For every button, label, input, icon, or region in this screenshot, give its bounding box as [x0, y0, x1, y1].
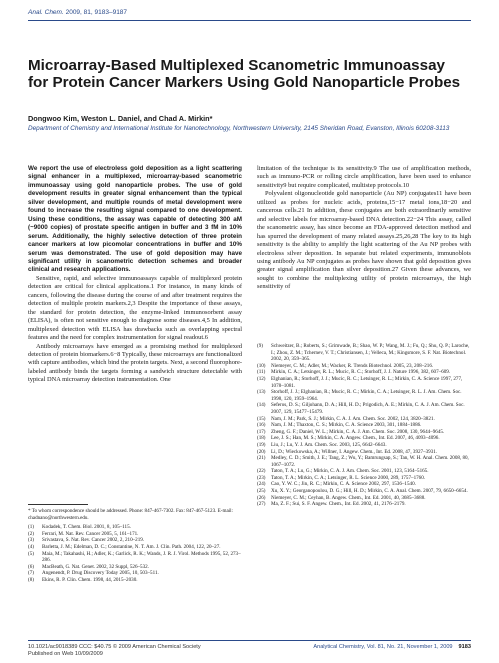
reference-number: (14)	[257, 402, 266, 409]
reference-text: Schweitzer, B.; Roberts, S.; Grimwade, B.; Shao, W. P.; Wang, M. J.; Fu, Q.; Shu, Q. P.; Laroche, I.; Zhou, Z. M.; Tchernev, V. T.; Christiansen, J.; Velleca, M.; Kingsmore, S. F. Nat. Biotechnol. 2002, 20, 359–365.	[271, 343, 470, 363]
author-list: Dongwoo Kim, Weston L. Daniel, and Chad A. Mirkin*	[28, 114, 213, 123]
reference-text: Kodadek, T. Chem. Biol. 2001, 8, 105–115.	[42, 524, 131, 531]
reference-text: Nam, J. M.; Thaxton, C. S.; Mirkin, C. A. Science 2003, 301, 1884–1886.	[271, 422, 422, 429]
body-paragraph: Sensitive, rapid, and selective immunoassays capable of multiplexed protein detection are critical for clinical applications.1 For instance, in many kinds of cancers, following the disease during the course of and after treatment requires the detection of multiple protein markers.2,3 Despite the importance of these assays, the standard for protein detection, the enzyme-linked immunosorbent assay (ELISA), is often not sensitive enough to diagnose some diseases.4,5 In addition, multiplexed detection with ELISA has drawbacks such as overlapping spectral features and the need for complex instrumentation for signal readout.6	[28, 274, 242, 342]
reference-item	[28, 531, 242, 538]
reference-number: (23)	[257, 474, 266, 481]
reference-text: Lee, J. S.; Han, M. S.; Mirkin, C. A. Angew. Chem., Int. Ed. 2007, 46, 4093–4096.	[271, 435, 440, 442]
reference-item	[28, 537, 242, 544]
reference-number: (8)	[28, 576, 34, 583]
reference-text: Niemeyer, C. M.; Adler, M.; Wacker, R. Trends Biotechnol. 2005, 23, 208–216.	[271, 362, 434, 369]
reference-number: (25)	[257, 488, 266, 495]
body-paragraph: Polyvalent oligonucleotide gold nanoparticle (Au NP) conjugates11 have been utilized as probes for nucleic acids, proteins,15−17 metal ions,18−20 and cancerous cells.21 In addition, these conjugates are both extraordinarily sensitive and selective labels for microarray-based DNA detection.22−24 This assay, called the scanometric assay, has since become an FDA-approved detection method and has spurred the development of many related assays.25,26,28 The key to its high sensitivity is the ability to amplify the light scattering of the Au NP probes with electroless silver deposition. In separate but related experiments, immunoblots using antibody Au NP conjugates as probes have shown that gold deposition gives greater signal amplification than silver deposition.27 Given these advances, we sought to combine the multiplexing utility of protein microarrays, the high sensitivity of	[257, 190, 471, 291]
reference-number: (13)	[257, 389, 266, 396]
footer-left	[28, 644, 201, 658]
reference-item	[257, 402, 471, 415]
reference-number: (24)	[257, 481, 266, 488]
reference-item	[257, 481, 471, 488]
reference-item	[257, 389, 471, 402]
reference-number: (7)	[28, 570, 34, 577]
reference-number: (6)	[28, 563, 34, 570]
reference-item	[257, 416, 471, 423]
affiliation: Department of Chemistry and International Institute for Nanotechnology, Northwestern University, 2145 Sheridan Road, Evanston, Illinois 60208-3113	[28, 125, 450, 132]
journal-line: Analytical Chemistry, Vol. 81, No. 21, November 1, 2009	[313, 644, 453, 650]
reference-item	[257, 435, 471, 442]
reference-item	[257, 488, 471, 495]
reference-item	[257, 343, 471, 363]
abstract: We report the use of electroless gold deposition as a light scattering signal enhancer in a multiplexed, microarray-based scanometric immunoassay using gold nanoparticle probes. The use of gold development results in greater signal enhancement than the typical silver development, and multiple rounds of metal development were found to increase the resulting signal compared to one development. Using these conditions, the assay was capable of detecting 300 aM (~9000 copies) of prostate specific antigen in buffer and 3 fM in 10% serum. Additionally, the highly selective detection of three protein cancer markers at low picomolar concentrations in buffer and 10% serum was demonstrated. The use of gold deposition may have significant utility in scanometric detection schemes and broader clinical and research applications.	[28, 165, 242, 274]
reference-text: Nam, J. M.; Park, S. J.; Mirkin, C. A. J. Am. Chem. Soc. 2002, 124, 3820–3821.	[271, 415, 435, 422]
reference-number: (15)	[257, 415, 266, 422]
reference-text: Liu, J.; Lu, Y. J. Am. Chem. Soc. 2003, 125, 6642–6643.	[271, 441, 387, 448]
reference-number: (3)	[28, 537, 34, 544]
reference-item	[28, 524, 242, 531]
left-column	[28, 165, 242, 385]
reference-item	[257, 495, 471, 502]
article-title: Microarray-Based Multiplexed Scanometric Immunoassay for Protein Cancer Markers Using Gold Nanoparticle Probes	[28, 57, 461, 91]
doi-line: 10.1021/ac9018389 CCC: $40.75 © 2009 American Chemical Society	[28, 644, 201, 650]
reference-number: (9)	[257, 343, 263, 349]
correspondence-footnote: * To whom correspondence should be addressed. Phone: 847-467-7302. Fax: 847-467-5123. E-mail: chadnano@northwestern.edu.	[28, 508, 233, 521]
reference-text: Taton, T. A.; Mirkin, C. A.; Letsinger, R. L. Science 2000, 289, 1757–1760.	[271, 474, 426, 481]
reference-number: (26)	[257, 494, 266, 501]
reference-item	[28, 577, 242, 584]
reference-number: (1)	[28, 524, 34, 531]
reference-item	[257, 376, 471, 389]
reference-text: Medley, C. D.; Smith, J. E.; Tang, Z.; Wu, Y.; Bamrungsap, S.; Tan, W. H. Anal. Chem. 2008, 80, 1067–1072.	[271, 455, 469, 468]
reference-item	[257, 455, 471, 468]
reference-item	[257, 449, 471, 456]
reference-number: (11)	[257, 369, 266, 376]
reference-item	[257, 369, 471, 376]
reference-item	[28, 564, 242, 571]
reference-text: Cao, Y. W. C.; Jin, R. C.; Mirkin, C. A. Science 2002, 297, 1536–1540.	[271, 481, 416, 488]
published-line: Published on Web 10/09/2009	[28, 651, 103, 657]
reference-item	[257, 442, 471, 449]
reference-number: (27)	[257, 501, 266, 508]
reference-number: (2)	[28, 530, 34, 537]
page-number: 9183	[458, 644, 471, 650]
reference-number: (18)	[257, 435, 266, 442]
reference-text: Storhoff, J. J.; Elghanian, R.; Mucic, R. C.; Mirkin, C. A.; Letsinger, R. L. J. Am. Chem. Soc. 1998, 120, 1959–1964.	[271, 389, 462, 402]
reference-item	[257, 429, 471, 436]
reference-text: Xu, X. Y.; Georganopoulou, D. G.; Hill, H. D.; Mirkin, C. A. Anal. Chem. 2007, 79, 6650–6654.	[271, 488, 468, 495]
footer-right	[258, 644, 471, 650]
body-paragraph: Antibody microarrays have emerged as a promising method for multiplexed detection of protein biomarkers.6−8 Typically, these microarrays are functionalized with capture antibodies, which bind the protein targets. Next, a second fluorophore-labeled antibody binds the targets forming a sandwich structure detectable with typical DNA microarray detection instrumentation. One	[28, 342, 242, 384]
reference-number: (17)	[257, 428, 266, 435]
reference-number: (22)	[257, 468, 266, 475]
reference-text: Elghanian, R.; Storhoff, J. J.; Mucic, R. C.; Letsinger, R. L.; Mirkin, C. A. Science 1997, 277, 1078–1081.	[271, 375, 463, 389]
reference-text: Niemeyer, C. M.; Ceyhan, B. Angew. Chem., Int. Ed. 2001, 40, 3685–3688.	[271, 494, 426, 501]
reference-item	[257, 422, 471, 429]
reference-text: Seferos, D. S.; Giljohann, D. A.; Hill, H. D.; Prigodich, A. E.; Mirkin, C. A. J. Am. Chem. Soc. 2007, 129, 15477–15479.	[271, 402, 465, 415]
reference-number: (10)	[257, 362, 266, 369]
reference-number: (20)	[257, 448, 266, 455]
reference-text: Ekins, R. P. Clin. Chem. 1998, 44, 2015–2030.	[42, 576, 138, 583]
journal-abbrev: Anal. Chem.	[28, 9, 64, 16]
reference-item	[257, 501, 471, 508]
reference-text: Srivastava, S. Nat. Rev. Cancer 2002, 2, 210–219.	[42, 537, 145, 544]
footnote-rule	[28, 504, 88, 505]
body-paragraph: limitation of the technique is its sensitivity.9 The use of amplification methods, such as immuno-PCR or rolling circle amplification, have been used to enhance sensitivity9 but require complicated, multistep protocols.10	[257, 165, 471, 189]
journal-citation: 2009, 81, 9183–9187	[63, 9, 128, 16]
header-rule	[28, 20, 471, 21]
reference-text: Maia, M.; Takahashi, H.; Adler, K.; Garlick, R. K.; Wands, J. R. J. Virol. Methods 1995, 52, 273–286.	[42, 550, 241, 564]
reference-text: Ferrari, M. Nat. Rev. Cancer 2005, 5, 161–171.	[42, 530, 139, 537]
reference-text: Taton, T. A.; Lu, G.; Mirkin, C. A. J. Am. Chem. Soc. 2001, 123, 5164–5165.	[271, 468, 429, 475]
footer-rule	[28, 640, 471, 641]
right-column	[257, 165, 471, 292]
reference-number: (16)	[257, 422, 266, 429]
reference-item	[257, 475, 471, 482]
reference-number: (5)	[28, 550, 34, 557]
reference-text: Li, D.; Wieckowska, A.; Willner, I. Angew. Chem., Int. Ed. 2008, 47, 3927–3931.	[271, 448, 438, 455]
reference-text: MacBeath, G. Nat. Genet. 2002, 32 Suppl, 526–532.	[42, 563, 149, 570]
reference-item	[28, 570, 242, 577]
reference-number: (21)	[257, 455, 266, 462]
reference-text: Ma, Z. F.; Sui, S. F. Angew. Chem., Int. Ed. 2002, 41, 2176–2179.	[271, 501, 406, 508]
reference-text: Mirkin, C. A.; Letsinger, R. L.; Mucic, R. C.; Storhoff, J. J. Nature 1996, 382, 607–609.	[271, 369, 451, 376]
reference-text: Angenendt, P. Drug Discovery Today 2005, 10, 503–511.	[42, 570, 159, 577]
reference-list	[28, 524, 242, 583]
reference-item	[257, 468, 471, 475]
reference-item	[28, 551, 242, 564]
reference-text: Zheng, G. F.; Daniel, W. L.; Mirkin, C. A. J. Am. Chem. Soc. 2008, 130, 9644–9645.	[271, 428, 445, 435]
reference-text: Barletta, J. M.; Edelman, D. C.; Constantine, N. T. Am. J. Clin. Path. 2004, 122, 20–27.	[42, 543, 221, 550]
running-header	[28, 9, 127, 17]
reference-number: (19)	[257, 441, 266, 448]
reference-number: (12)	[257, 375, 266, 382]
reference-item	[28, 544, 242, 551]
reference-number: (4)	[28, 543, 34, 550]
reference-list	[257, 343, 471, 508]
left-footnotes	[28, 508, 242, 584]
